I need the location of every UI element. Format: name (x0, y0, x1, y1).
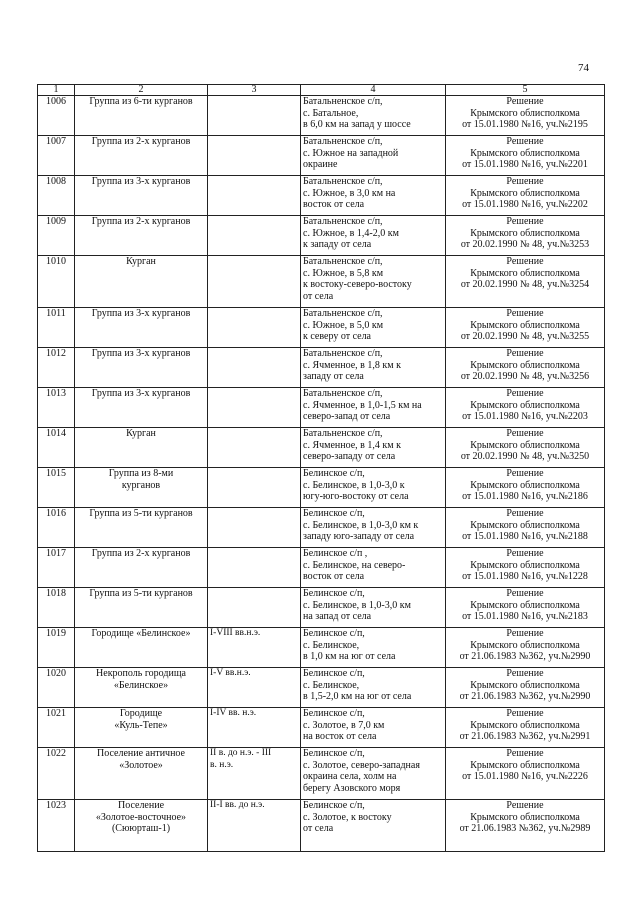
dating-line: I-VIII вв.н.э. (210, 628, 261, 638)
location-line: Белинское с/п, (303, 668, 365, 679)
monument-name-cell (75, 548, 208, 588)
location-cell (301, 428, 446, 468)
dating-cell (208, 628, 301, 668)
location-line: с. Золотое, к востоку (303, 811, 392, 823)
column-header: 5 (446, 85, 605, 96)
location-line: Белинское с/п, (303, 628, 365, 639)
document-line: Крымского облисполкома (470, 439, 580, 451)
row-number-cell (38, 708, 75, 748)
table-row (38, 548, 605, 588)
location-line: на запад от села (303, 611, 372, 622)
table-row (38, 388, 605, 428)
dating-cell (208, 256, 301, 308)
dating-cell (208, 176, 301, 216)
row-number: 1021 (46, 708, 66, 719)
location-cell (301, 388, 446, 428)
monument-name-cell (75, 388, 208, 428)
document-line: Крымского облисполкома (470, 399, 580, 411)
document-cell (446, 548, 605, 588)
location-line: к западу от села (303, 239, 372, 250)
location-line: окраине (303, 159, 338, 170)
document-line: от 21.06.1983 №362, уч.№2991 (459, 731, 591, 742)
row-number: 1013 (46, 388, 66, 399)
dating-cell (208, 800, 301, 852)
table-row (38, 348, 605, 388)
row-number: 1020 (46, 668, 66, 679)
row-number: 1007 (46, 136, 66, 147)
dating-cell (208, 348, 301, 388)
document-line: Крымского облисполкома (470, 359, 580, 371)
row-number-cell (38, 748, 75, 800)
dating-cell (208, 508, 301, 548)
monument-name-cell (75, 216, 208, 256)
table-row (38, 628, 605, 668)
location-line: в 6,0 км на запад у шоссе (303, 119, 411, 130)
location-line: в 1,0 км на юг от села (303, 651, 396, 662)
document-line: Крымского облисполкома (470, 187, 580, 199)
dating-cell (208, 308, 301, 348)
monument-name-cell (75, 800, 208, 852)
dating-line: II в. до н.э. - III (210, 748, 272, 758)
row-number: 1023 (46, 800, 66, 811)
row-number-cell (38, 548, 75, 588)
document-cell (446, 588, 605, 628)
location-line: с. Золотое, в 7,0 км (303, 719, 385, 731)
location-cell (301, 308, 446, 348)
table-header-row (38, 85, 605, 96)
monument-name-cell (75, 428, 208, 468)
location-cell (301, 508, 446, 548)
monument-name-line: «Золотое-восточное» (95, 811, 187, 823)
monument-name-line: «Куль-Тепе» (114, 719, 168, 731)
location-line: с. Южное, в 5,0 км (303, 319, 384, 331)
location-line: Батальненское с/п, (303, 388, 383, 399)
dating-line: I-V вв.н.э. (210, 668, 251, 678)
document-cell (446, 176, 605, 216)
row-number-cell (38, 800, 75, 852)
monument-name-line: Группа из 3-х курганов (91, 348, 191, 359)
document-line: от 21.06.1983 №362, уч.№2989 (459, 823, 591, 834)
dating-cell (208, 548, 301, 588)
location-line: Батальненское с/п, (303, 136, 383, 147)
document-line: Крымского облисполкома (470, 811, 580, 823)
monument-name-line: Группа из 3-х курганов (91, 308, 191, 319)
dating-cell (208, 216, 301, 256)
location-line: с. Южное на западной (303, 147, 399, 159)
dating-cell (208, 428, 301, 468)
document-line: Решение (506, 216, 544, 227)
column-header: 3 (208, 85, 301, 96)
location-cell (301, 176, 446, 216)
document-line: Крымского облисполкома (470, 559, 580, 571)
location-line: от села (303, 290, 334, 302)
location-line: с. Ячменное, в 1,8 км к (303, 359, 401, 371)
location-cell (301, 800, 446, 852)
location-line: Белинское с/п, (303, 708, 365, 719)
table-row (38, 800, 605, 852)
dating-cell (208, 468, 301, 508)
monument-name-cell (75, 256, 208, 308)
location-line: Белинское с/п, (303, 588, 365, 599)
document-line: Крымского облисполкома (470, 599, 580, 611)
monument-name-line: Курган (126, 256, 156, 267)
location-cell (301, 588, 446, 628)
location-line: Белинское с/п , (303, 548, 368, 559)
document-line: Решение (506, 388, 544, 399)
document-cell (446, 388, 605, 428)
document-line: Решение (506, 136, 544, 147)
document-cell (446, 508, 605, 548)
document-cell (446, 800, 605, 852)
monument-name-line: Поселение (117, 800, 165, 811)
document-line: Крымского облисполкома (470, 479, 580, 491)
document-line: Решение (506, 508, 544, 519)
document-cell (446, 136, 605, 176)
document-line: Решение (506, 628, 544, 639)
monument-name-line: Группа из 3-х курганов (91, 388, 191, 399)
dating-cell (208, 708, 301, 748)
location-line: с. Белинское, (303, 639, 360, 651)
location-line: к востоку-северо-востоку (303, 279, 412, 290)
monument-name-line: «Золотое» (119, 759, 163, 771)
document-line: от 20.02.1990 № 48, уч.№3250 (460, 451, 590, 462)
location-line: в 1,5-2,0 км на юг от села (303, 691, 412, 702)
monument-name-line: Городище (119, 708, 163, 719)
location-line: с. Золотое, северо-западная (303, 759, 420, 771)
location-line: с. Южное, в 1,4-2,0 км (303, 227, 399, 239)
document-line: Крымского облисполкома (470, 719, 580, 731)
document-line: от 20.02.1990 № 48, уч.№3256 (460, 371, 590, 382)
location-cell (301, 468, 446, 508)
row-number: 1011 (46, 308, 66, 319)
row-number-cell (38, 136, 75, 176)
location-line: от села (303, 823, 334, 834)
document-cell (446, 748, 605, 800)
monument-name-cell (75, 308, 208, 348)
monument-name-line: Группа из 3-х курганов (91, 176, 191, 187)
column-header: 1 (38, 85, 75, 96)
location-cell (301, 548, 446, 588)
row-number: 1016 (46, 508, 66, 519)
document-line: Решение (506, 308, 544, 319)
location-line: с. Белинское, на северо- (303, 559, 406, 571)
location-line: с. Белинское, в 1,0-3,0 км (303, 599, 411, 611)
row-number-cell (38, 508, 75, 548)
document-line: от 20.02.1990 № 48, уч.№3255 (460, 331, 590, 342)
location-cell (301, 96, 446, 136)
table-row (38, 176, 605, 216)
monument-name-line: Группа из 2-х курганов (91, 548, 191, 559)
document-line: от 15.01.1980 №16, уч.№2183 (462, 611, 588, 622)
monument-name-line: курганов (121, 479, 161, 491)
monument-name-line: Городище «Белинское» (91, 628, 191, 639)
monument-name-cell (75, 628, 208, 668)
document-line: от 20.02.1990 № 48, уч.№3253 (460, 239, 590, 250)
document-cell (446, 308, 605, 348)
table-row (38, 308, 605, 348)
dating-cell (208, 388, 301, 428)
document-line: Решение (506, 668, 544, 679)
location-line: северо-западу от села (303, 451, 396, 462)
document-line: Решение (506, 348, 544, 359)
location-line: Белинское с/п, (303, 748, 365, 759)
monument-name-cell (75, 748, 208, 800)
location-line: Белинское с/п, (303, 508, 365, 519)
row-number-cell (38, 668, 75, 708)
table-row (38, 428, 605, 468)
document-line: Решение (506, 800, 544, 811)
table-row (38, 748, 605, 800)
row-number-cell (38, 216, 75, 256)
row-number-cell (38, 588, 75, 628)
document-line: от 15.01.1980 №16, уч.№2226 (462, 771, 588, 782)
document-cell (446, 708, 605, 748)
location-cell (301, 256, 446, 308)
document-line: Решение (506, 176, 544, 187)
location-line: с. Ячменное, в 1,4 км к (303, 439, 401, 451)
location-line: Батальненское с/п, (303, 216, 383, 227)
dating-line: I-IV вв. н.э. (210, 708, 257, 718)
location-line: восток от села (303, 199, 365, 210)
document-line: Крымского облисполкома (470, 759, 580, 771)
document-line: Крымского облисполкома (470, 319, 580, 331)
monument-name-line: Группа из 8-ми (108, 468, 174, 479)
page-number: 74 (578, 62, 589, 74)
location-line: Батальненское с/п, (303, 96, 383, 107)
document-line: Решение (506, 96, 544, 107)
location-line: западу юго-западу от села (303, 531, 415, 542)
location-line: к северу от села (303, 331, 371, 342)
monument-name-line: Группа из 2-х курганов (91, 136, 191, 147)
document-line: Крымского облисполкома (470, 147, 580, 159)
location-line: Батальненское с/п, (303, 428, 383, 439)
document-line: от 20.02.1990 № 48, уч.№3254 (460, 279, 590, 290)
document-line: от 15.01.1980 №16, уч.№2188 (462, 531, 588, 542)
document-line: Крымского облисполкома (470, 679, 580, 691)
row-number: 1022 (46, 748, 66, 759)
row-number-cell (38, 428, 75, 468)
document-line: Решение (506, 588, 544, 599)
table-row (38, 468, 605, 508)
monument-name-cell (75, 708, 208, 748)
document-line: Решение (506, 708, 544, 719)
document-line: Крымского облисполкома (470, 639, 580, 651)
document-line: Решение (506, 748, 544, 759)
document-line: Решение (506, 428, 544, 439)
dating-cell (208, 748, 301, 800)
row-number: 1010 (46, 256, 66, 267)
document-line: от 15.01.1980 №16, уч.№2203 (462, 411, 588, 422)
dating-line: II-I вв. до н.э. (210, 800, 265, 810)
document-line: Крымского облисполкома (470, 519, 580, 531)
document-line: от 15.01.1980 №16, уч.№1228 (462, 571, 588, 582)
monument-name-line: Группа из 6-ти курганов (89, 96, 193, 107)
location-cell (301, 748, 446, 800)
monument-name-cell (75, 588, 208, 628)
row-number: 1014 (46, 428, 66, 439)
monument-name-line: Группа из 5-ти курганов (89, 508, 193, 519)
document-line: Решение (506, 468, 544, 479)
monument-name-cell (75, 348, 208, 388)
document-line: Решение (506, 548, 544, 559)
document-cell (446, 668, 605, 708)
document-line: от 15.01.1980 №16, уч.№2195 (462, 119, 588, 130)
table-row (38, 708, 605, 748)
location-line: северо-запад от села (303, 411, 391, 422)
document-cell (446, 348, 605, 388)
document-line: от 21.06.1983 №362, уч.№2990 (459, 651, 591, 662)
monument-name-line: «Белинское» (113, 679, 169, 691)
location-line: с. Южное, в 5,8 км (303, 267, 384, 279)
table-row (38, 668, 605, 708)
location-line: Батальненское с/п, (303, 256, 383, 267)
row-number: 1018 (46, 588, 66, 599)
table-row (38, 216, 605, 256)
monument-name-line: Некрополь городища (96, 668, 186, 679)
document-cell (446, 256, 605, 308)
table-row (38, 136, 605, 176)
row-number: 1008 (46, 176, 66, 187)
monument-name-cell (75, 468, 208, 508)
monument-name-cell (75, 136, 208, 176)
row-number: 1017 (46, 548, 66, 559)
table-row (38, 508, 605, 548)
location-line: на восток от села (303, 731, 377, 742)
dating-cell (208, 96, 301, 136)
row-number-cell (38, 348, 75, 388)
monument-name-cell (75, 176, 208, 216)
row-number: 1015 (46, 468, 66, 479)
document-line: Крымского облисполкома (470, 227, 580, 239)
document-line: от 15.01.1980 №16, уч.№2202 (462, 199, 588, 210)
location-line: Батальненское с/п, (303, 348, 383, 359)
row-number-cell (38, 388, 75, 428)
document-cell (446, 96, 605, 136)
location-cell (301, 348, 446, 388)
table-row (38, 588, 605, 628)
document-line: от 15.01.1980 №16, уч.№2201 (462, 159, 588, 170)
document-line: от 15.01.1980 №16, уч.№2186 (462, 491, 588, 502)
dating-line: в. н.э. (210, 759, 234, 770)
location-line: восток от села (303, 571, 365, 582)
location-line: югу-юго-востоку от села (303, 491, 409, 502)
dating-cell (208, 136, 301, 176)
row-number-cell (38, 628, 75, 668)
monument-name-line: Группа из 5-ти курганов (89, 588, 193, 599)
column-header: 2 (75, 85, 208, 96)
location-line: с. Белинское, в 1,0-3,0 км к (303, 519, 419, 531)
location-line: Батальненское с/п, (303, 176, 383, 187)
location-line: с. Белинское, в 1,0-3,0 к (303, 479, 405, 491)
document-line: Крымского облисполкома (470, 107, 580, 119)
location-line: окраина села, холм на (303, 771, 397, 782)
table-row (38, 96, 605, 136)
row-number-cell (38, 468, 75, 508)
table-row (38, 256, 605, 308)
document-line: от 21.06.1983 №362, уч.№2990 (459, 691, 591, 702)
row-number-cell (38, 308, 75, 348)
monument-name-line: Курган (126, 428, 156, 439)
location-line: с. Белинское, (303, 679, 360, 691)
monument-name-cell (75, 96, 208, 136)
row-number: 1009 (46, 216, 66, 227)
document-line: Крымского облисполкома (470, 267, 580, 279)
monument-name-cell (75, 508, 208, 548)
column-header: 4 (301, 85, 446, 96)
row-number: 1019 (46, 628, 66, 639)
dating-cell (208, 588, 301, 628)
document-cell (446, 628, 605, 668)
document-cell (446, 428, 605, 468)
location-line: с. Ячменное, в 1,0-1,5 км на (303, 399, 422, 411)
row-number-cell (38, 176, 75, 216)
location-cell (301, 628, 446, 668)
monument-name-line: (Сююрташ-1) (111, 823, 171, 834)
row-number: 1012 (46, 348, 66, 359)
document-cell (446, 216, 605, 256)
location-cell (301, 216, 446, 256)
row-number-cell (38, 256, 75, 308)
location-line: западу от села (303, 371, 364, 382)
location-line: Белинское с/п, (303, 468, 365, 479)
location-line: с. Батальное, (303, 107, 359, 119)
location-cell (301, 708, 446, 748)
location-line: берегу Азовского моря (303, 782, 401, 794)
location-line: Белинское с/п, (303, 800, 365, 811)
monuments-table (37, 84, 605, 852)
document-line: Решение (506, 256, 544, 267)
monument-name-line: Поселение античное (97, 748, 185, 759)
dating-cell (208, 668, 301, 708)
location-cell (301, 668, 446, 708)
row-number: 1006 (46, 96, 66, 107)
row-number-cell (38, 96, 75, 136)
monument-name-line: Группа из 2-х курганов (91, 216, 191, 227)
monument-name-cell (75, 668, 208, 708)
document-cell (446, 468, 605, 508)
location-line: с. Южное, в 3,0 км на (303, 187, 396, 199)
location-line: Батальненское с/п, (303, 308, 383, 319)
location-cell (301, 136, 446, 176)
